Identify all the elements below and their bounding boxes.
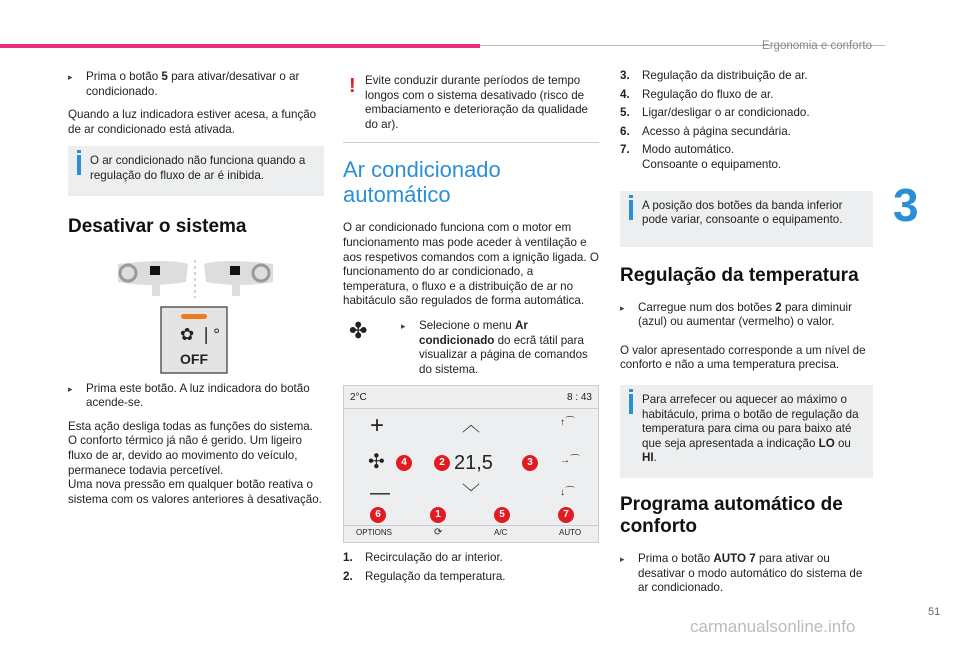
bullet-select-menu: ▸ Selecione o menu Ar condicionado do ecrã tátil para visualizar a página de comandos do sistema. [401,319,599,377]
badge-2: 2 [434,455,450,471]
screen-divider [344,408,598,409]
paragraph: Uma nova pressão em qualquer botão reativa o sistema com os valores anteriores à desativação. [68,478,322,506]
list-item: 7. Modo automático. Consoante o equipamento. [620,143,782,171]
column-1 [68,70,324,516]
badge-6: 6 [370,507,386,523]
bullet-ac-toggle: ▸ Prima o botão 5 para ativar/desativar o ar condicionado. [68,70,324,99]
temp-down-button[interactable]: ﹀ [462,483,480,504]
paragraph: O valor apresentado corresponde a um nível de conforto e não a uma temperatura precisa. [620,343,866,372]
bullet-press-button: ▸ Prima este botão. A luz indicadora do botão acende-se. [68,382,324,411]
divider [343,142,599,143]
paragraph: Esta ação desliga todas as funções do sistema. O conforto térmico já não é gerido. Um ligeiro fluxo de ar, devido ao movimento do veículo, permanece todavia percetível. [68,419,313,477]
illustration-off-button [68,252,324,374]
fan-thermometer-icon: ✿ ❘° [180,325,221,344]
info-icon [629,200,633,220]
list-item: 4. Regulação do fluxo de ar. [620,87,774,101]
fan-increase-button[interactable]: + [370,412,385,440]
fan-decrease-button[interactable]: — [370,482,390,505]
climate-menu-icon: ✤ [349,317,368,343]
info-box: A posição dos botões da banda inferior pode variar, consoante o equipamento. [620,191,873,247]
air-up-button[interactable]: ↑⌒ [560,417,575,429]
bullet-temp-buttons: ▸ Carregue num dos botões 2 para diminuir (azul) ou aumentar (vermelho) o valor. [620,301,873,330]
heading-ar-condicionado: Ar condicionado automático [343,157,501,208]
heading-programa-automatico: Programa automático de conforto [620,493,843,537]
heading-desativar: Desativar o sistema [68,215,247,237]
list-item: 1. Recirculação do ar interior. [343,551,503,565]
air-down-button[interactable]: ↓⌒ [560,487,575,499]
chapter-number: 3 [893,179,919,231]
list-item: 5. Ligar/desligar o ar condicionado. [620,106,810,120]
off-label: OFF [180,350,208,367]
fan-icon[interactable]: ✣ [368,451,385,474]
section-title: Ergonomia e conforto [762,40,872,52]
warning-icon: ! [349,75,356,97]
paragraph: O ar condicionado funciona com o motor em funcionamento mas pode aceder à ventilação e aos respetivos comandos com a ignição ligada. O funcionamento do ar condicionado, a temperatura, o fluxo e a distribuição de ar no habitáculo são regulados de forma automática. [343,221,599,308]
options-button[interactable]: OPTIONS [356,528,393,538]
air-mid-button[interactable]: →⌒ [560,455,580,467]
heading-temperatura: Regulação da temperatura [620,264,859,286]
outside-temperature: 2°C [350,392,367,404]
column-2 [343,74,599,589]
legend-list-2 [620,69,873,173]
info-icon [629,394,633,414]
paragraph: Quando a luz indicadora estiver acesa, a função de ar condicionado está ativada. [68,108,317,136]
legend-list-1 [343,551,599,584]
header-accent-bar [0,44,480,48]
recirculation-button[interactable]: ⟳ [434,527,443,539]
temperature-value: 21,5 [454,452,493,475]
list-item: 3. Regulação da distribuição de ar. [620,69,808,82]
info-box: O ar condicionado não funciona quando a regulação do fluxo de ar é inibida. [68,146,324,195]
info-icon [77,155,81,175]
bullet-auto-button: ▸ Prima o botão AUTO 7 para ativar ou desativar o modo automático do sistema de ar condicionado. [620,552,873,596]
badge-1: 1 [430,507,446,523]
page-number: 51 [928,606,941,618]
list-item: 2. Regulação da temperatura. [343,569,506,583]
ac-button[interactable]: A/C [494,528,508,538]
climate-screen [343,385,599,543]
warning-box: ! Evite conduzir durante períodos de tempo longos com o sistema desativado (risco de embaciamento e deterioração da qualidade do ar). [349,74,589,131]
watermark: carmanualsonline.info [690,617,856,636]
auto-button[interactable]: AUTO [559,528,582,538]
column-3 [620,69,873,605]
badge-7: 7 [558,507,574,523]
badge-4: 4 [396,455,412,471]
clock: 8 : 43 [566,392,592,404]
info-box: Para arrefecer ou aquecer ao máximo o habitáculo, prima o botão de regulação da temperatura para cima ou para baixo até que seja apresentada a indicação LO ou HI. [620,385,873,478]
screen-divider [344,525,598,526]
list-item: 6. Acesso à página secundária. [620,124,791,138]
badge-5: 5 [494,507,510,523]
temp-up-button[interactable]: ︿ [462,415,480,436]
badge-3: 3 [522,455,538,471]
